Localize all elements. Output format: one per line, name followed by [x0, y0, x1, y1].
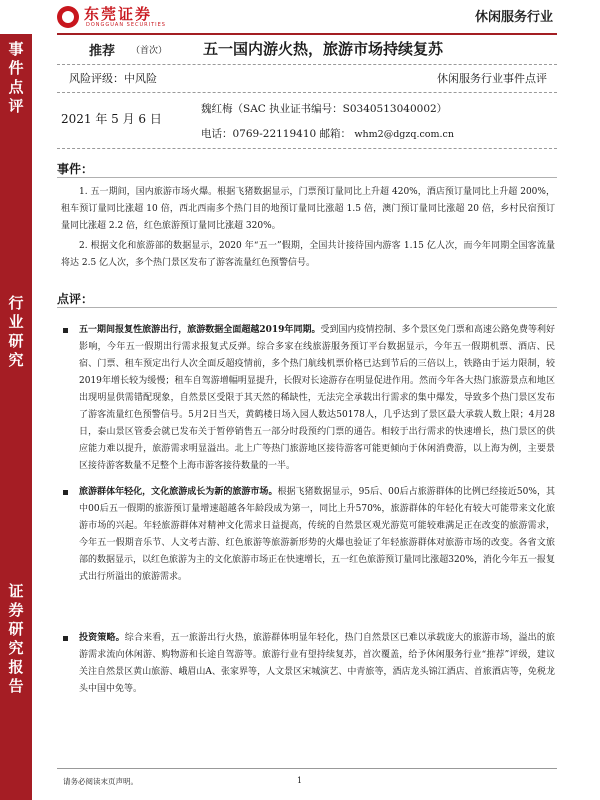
brand-logo-icon [57, 6, 79, 28]
rating-note: （首次） [131, 46, 168, 56]
page-number: 1 [297, 776, 303, 785]
bullet-icon [63, 328, 68, 333]
risk-rating: 风险评级：中风险 [69, 72, 157, 85]
report-type: 休闲服务行业事件点评 [437, 72, 547, 85]
comment-heading: 点评： [57, 292, 94, 306]
brand-name-en: DONGGUAN SECURITIES [86, 22, 166, 28]
footer-disclaimer: 请务必阅读末页声明。 [63, 777, 138, 786]
bullet-2-text: 根据飞猪数据显示，95后、00后占旅游群体的比例已经接近50%，其中00后五一假期的旅游预订量增速超越各年龄段成为第一，同比上升570%，旅游群体的年轻化有较大可能带来文化旅游市场的兴起。年轻旅游群体对精神文化需求日益提高，传统的自然景区观光游览可能较难满足正在改变的旅游需求，今年五一假期音乐节、人文考古游、红色旅游等旅游新形势的火爆也验证了年轻旅游群体对旅游市场的改变。各省文旅部的数据显示，以红色旅游为主的文化旅游市场正在快速增长，五一红色旅游预订量同比涨超320%，消化今年五一报复式出行所溢出的旅游需求。 [79, 487, 555, 582]
title-row [57, 34, 557, 65]
comment-bullet-2 [79, 484, 555, 586]
bullet-1-lead: 五一期间报复性旅游出行，旅游数据全面超越2019年同期。 [79, 325, 321, 335]
analyst-info: 魏红梅（SAC 执业证书编号：S0340513040002） [201, 103, 448, 115]
section-sidebar [0, 34, 32, 800]
report-title: 五一国内游火热，旅游市场持续复苏 [203, 40, 444, 58]
bullet-icon [63, 636, 68, 641]
bullet-1-text: 受到国内疫情控制、多个景区免门票和高速公路免费等利好影响，今年五一假期出行需求报复式反弹。综合多家在线旅游服务预订平台数据显示，今年五一假期机票、酒店、民宿、门票、租车预定出行人次全面反超疫情前，多个热门航线机票价格已达到节后的三倍以上，铁路由于运力限制，较2019年增长较为缓慢；租车自驾游增幅明显提升，长假对长途游存在明显促进作用。然而今年各大热门旅游景点和地区出现明显供需错配现象，自然景区受限于其天然的稀缺性，无法完全承载出行需求的集中爆发，导致多个热门景区发布了游客流量红色预警信号。5月2日当天，黄鹤楼日场入园人数达50178人，几乎达到了景区最大承载人数上限；4月28日，泰山景区管委会就已发布关于暂停销售五一部分时段预约门票的通告。相较于出行需求的快速增长，热门景区的供应能力难以提升，旅游需求明显溢出。北上广等热门旅游地区接待游客可能更倾向于休闲消费游，以上海为例，主要景区接待游客数量不足整个上海市游客接待数量的一半。 [79, 325, 555, 471]
sidebar-label-event-comment: 事件点评 [8, 40, 24, 115]
footer-divider [57, 768, 557, 769]
contact-phone: 电话：0769-22119410 邮箱： [201, 128, 352, 140]
event-rule [57, 177, 557, 178]
comment-bullet-1 [79, 322, 555, 475]
report-date: 2021 年 5 月 6 日 [61, 112, 162, 126]
comment-rule [57, 307, 557, 308]
industry-label: 休闲服务行业 [474, 10, 553, 25]
rating-block [57, 34, 200, 64]
risk-row [57, 64, 557, 93]
brand-name: 东莞证券 [84, 5, 153, 23]
rating: 推荐 [89, 44, 116, 59]
event-paragraph-1: 1. 五一期间，国内旅游市场火爆。根据飞猪数据显示，门票预订量同比上升超 420%，酒店预订量同比上升超 200%，租车预订量同比涨超 10 倍，西北西南多个热门目的地预订量同比涨超 1.5 倍，澳门预订量同比涨超 20 倍，乡村民宿预订量同比涨超 2.2 倍，红色旅游预订量同比涨超 320%。 [61, 187, 555, 231]
analyst-contact [201, 126, 454, 141]
bullet-2-lead: 旅游群体年轻化，文化旅游成长为新的旅游市场。 [79, 487, 278, 497]
comment-bullet-3 [79, 630, 555, 698]
author-row [57, 92, 557, 149]
sidebar-label-industry-research: 行业研究 [8, 294, 24, 369]
page-header [0, 0, 600, 34]
sidebar-label-securities-report: 证券研究报告 [8, 582, 24, 695]
bullet-3-lead: 投资策略。 [79, 633, 125, 643]
event-heading: 事件： [57, 162, 94, 176]
bullet-icon [63, 490, 68, 495]
event-paragraph-2: 2. 根据文化和旅游部的数据显示，2020 年“五一”假期，全国共计接待国内游客 1.15 亿人次，而今年同期全国客流量将达 2.5 亿人次，多个热门景区发布了游客流量红色预警信号。 [61, 241, 555, 268]
bullet-3-text: 综合来看，五一旅游出行火热，旅游群体明显年轻化，热门自然景区已难以承载庞大的旅游市场，溢出的旅游需求流向休闲游、购物游和长途自驾游等。旅游行业有望持续复苏，首次覆盖，给予休闲服务行业“推荐”评级，建议关注自然景区黄山旅游、峨眉山A、张家界等，人文景区宋城演艺、中青旅等，酒店龙头锦江酒店、首旅酒店等，免税龙头中国中免等。 [79, 633, 555, 694]
contact-email[interactable]: whm2@dgzq.com.cn [354, 129, 454, 140]
